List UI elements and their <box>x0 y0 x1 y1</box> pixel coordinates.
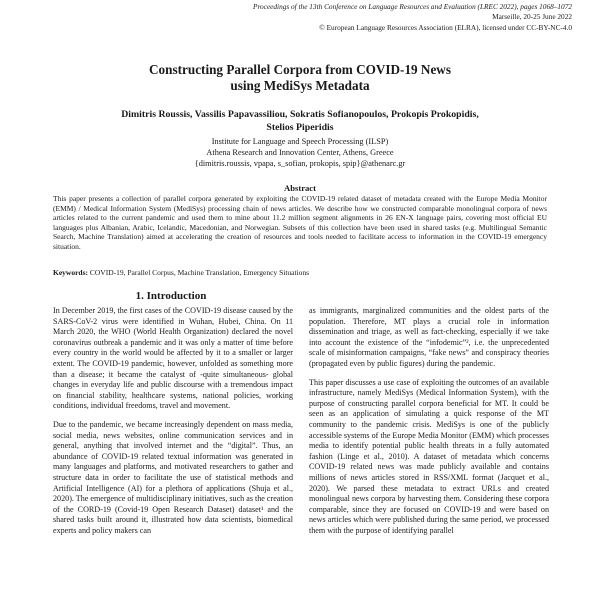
proceedings-header <box>192 2 572 33</box>
header-proceedings-line: Proceedings of the 13th Conference on Language Resources and Evaluation (LREC 2022), pages 1068–1072 <box>253 2 572 11</box>
affiliation <box>60 136 540 170</box>
affiliation-institute: Institute for Language and Speech Processing (ILSP) <box>211 137 389 146</box>
authors-line-2: Stelios Piperidis <box>266 122 334 133</box>
section-heading-introduction: 1. Introduction <box>135 290 207 302</box>
header-location-line: Marseille, 20-25 June 2022 <box>492 12 572 22</box>
paper-title <box>60 62 540 94</box>
keywords-text: COVID-19, Parallel Corpus, Machine Translation, Emergency Situations <box>89 268 310 277</box>
author-list <box>60 108 540 134</box>
abstract-text: This paper presents a collection of parallel corpora generated by exploiting the COVID-19 related dataset of metadata created with the Europe Media Monitor (EMM) / Medical Information System (MediSys) processing chain of news articles. We describe how we constructed comparable monolingual corpora of news articles related to the current pandemic and used them to mine about 11.2 million segment alignments in 26 EN-X language pairs, covering most official EU languages plus Albanian, Arabic, Icelandic, Macedonian, and Norwegian. Subsets of this collection have been used in shared tasks (e.g. Multilingual Semantic Search, Machine Translation) aimed at accelerating the creation of resources and tools needed to facilitate access to information in the COVID-19 emergency situation. <box>53 194 547 251</box>
title-line-2: using MediSys Metadata <box>230 78 370 93</box>
paragraph: This paper discusses a use case of exploiting the outcomes of an available infrastructure, namely MediSys (Medical Information System), with the purpose of constructing parallel corpora beneficial for MT. It could be seen as an application of simulating a quick response of the MT community to the pandemic crisis. MediSys is one of the publicly accessible systems of the Europe Media Monitor (EMM) which processes media to identify potential public health threats in a fully automated fashion (Linge et al., 2010). A dataset of metadata which concerns COVID-19 related news was made publicly available and contains millions of news articles stored in RSS/XML format (Jacquet et al., 2020). We parsed these metadata to extract URLs and created monolingual news corpora by harvesting them. Considering these corpora comparable, since they are focused on COVID-19 and were based on news articles which were published during the same period, we processed them with the purpose of identifying parallel <box>309 377 549 535</box>
left-column <box>53 306 293 600</box>
header-license-line: © European Language Resources Association (ELRA), licensed under CC-BY-NC-4.0 <box>319 22 572 32</box>
paragraph: as immigrants, marginalized communities and the oldest parts of the population. Therefore, MT plays a crucial role in information dissemination and triage, as well as fact-checking, especially if we take into account the existence of the “infodemic”², i.e. the unprecedented scale of misinformation campaigns, “fake news” and conspiracy theories (propagated even by public figures) during the pandemic. <box>309 306 549 368</box>
right-column <box>309 306 549 600</box>
abstract-heading: Abstract <box>284 183 316 193</box>
authors-line-1: Dimitris Roussis, Vassilis Papavassiliou, Sokratis Sofianopoulos, Prokopis Prokopidis, <box>121 109 479 120</box>
paragraph: Due to the pandemic, we became increasingly dependent on mass media, social media, news websites, online communication services and in general, anything that involved internet and the “digital”. Thus, an abundance of COVID-19 related textual information was generated in many languages and platforms, and motivated researchers to gather and structure data in order to facilitate the use of statistical methods and Artificial Intelligence (AI) for a plethora of applications (Shuja et al., 2020). The emergence of multidisciplinary initiatives, such as the creation of the CORD-19 (Covid-19 Open Research Dataset) dataset¹ and the shared tasks built around it, illustrated how data scientists, biomedical experts and policy makers can <box>53 419 293 535</box>
title-line-1: Constructing Parallel Corpora from COVID-19 News <box>149 62 451 77</box>
keywords <box>53 268 547 278</box>
keywords-label: Keywords: <box>53 268 88 277</box>
affiliation-center: Athena Research and Innovation Center, Athens, Greece <box>206 148 394 158</box>
affiliation-emails: {dimitris.roussis, vpapa, s_sofian, prokopis, spip}@athenarc.gr <box>194 159 406 169</box>
paragraph: In December 2019, the first cases of the COVID-19 disease caused by the SARS-CoV-2 virus were identified in Wuhan, Hubei, China. On 11 March 2020, the WHO (World Health Organization) declared the novel coronavirus outbreak a pandemic and it was only a matter of time before every country in the world would be affected by it to a smaller or larger extent. The COVID-19 pandemic, however, unfolded as something more than a disease; it became the catalyst of -quite simultaneous- global changes in everyday life and public discourse with a tremendous impact on financial stability, healthcare systems, national policies, working conditions, individual freedoms, travel and movement. <box>53 306 293 411</box>
